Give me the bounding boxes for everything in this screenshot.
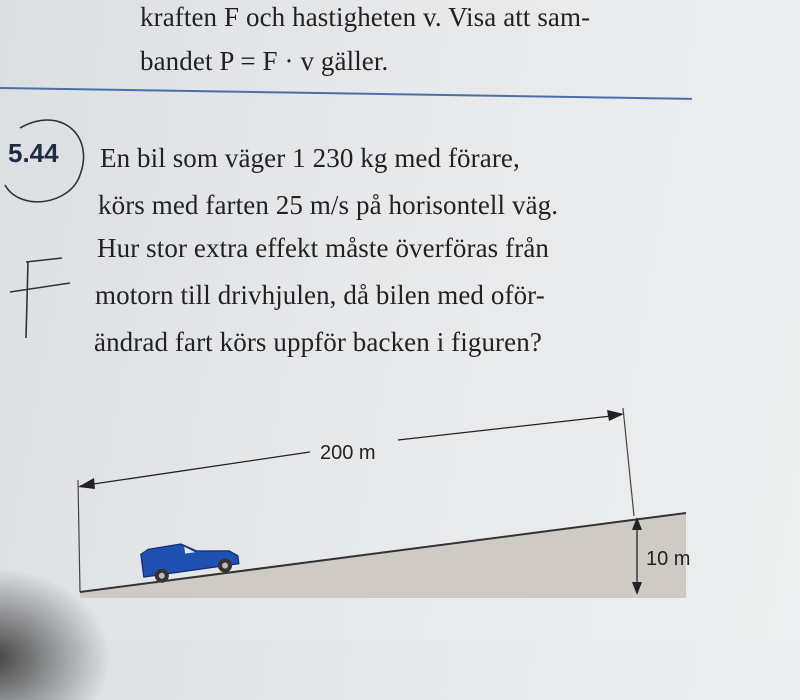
- problem-line-1: En bil som väger 1 230 kg med förare,: [100, 143, 520, 173]
- length-label: 200 m: [320, 442, 376, 464]
- problem-line-4: motorn till drivhjulen, då bilen med oför-: [95, 280, 545, 310]
- finger-shadow: [0, 560, 120, 700]
- right-extension-line: [623, 408, 634, 516]
- length-arrow-left: [80, 452, 310, 486]
- arrowhead-right: [607, 410, 624, 421]
- problem-line-3: Hur stor extra effekt måste överföras från: [97, 233, 550, 263]
- height-label: 10 m: [646, 548, 691, 570]
- problem-line-5: ändrad fart körs uppför backen i figuren?: [94, 327, 542, 357]
- previous-text-line-1: kraften F och hastigheten v. Visa att sam-: [140, 2, 591, 32]
- previous-text-line-2: bandet P = F · v gäller.: [140, 46, 389, 76]
- problem-line-2: körs med farten 25 m/s på horisontell väg.: [98, 190, 559, 220]
- arrowhead-left: [78, 478, 95, 489]
- length-arrow-right: [398, 415, 620, 440]
- problem-number: 5.44: [8, 138, 59, 168]
